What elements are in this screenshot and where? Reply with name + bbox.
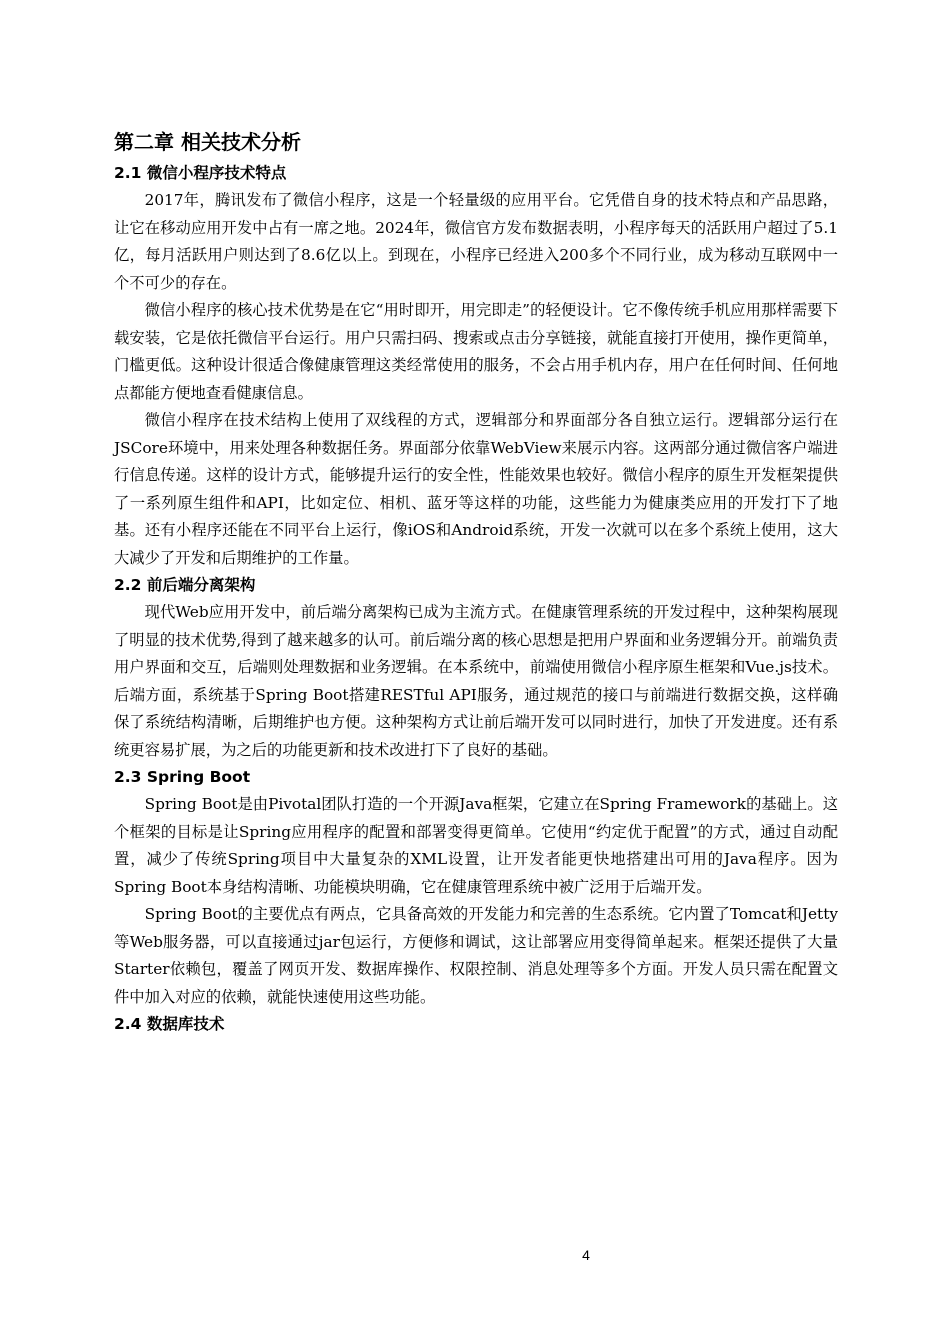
paragraph: 微信小程序在技术结构上使用了双线程的方式，逻辑部分和界面部分各自独立运行。逻辑部分运行在JSCore环境中，用来处理各种数据任务。界面部分依靠WebView来展示内容。这两部分通过微信客户端进行信息传递。这样的设计方式，能够提升运行的安全性，性能效果也较好。微信小程序的原生开发框架提供了一系列原生组件和API，比如定位、相机、蓝牙等这样的功能，这些能力为健康类应用的开发打下了地基。还有小程序还能在不同平台上运行，像iOS和Android系统，开发一次就可以在多个系统上使用，这大大减少了开发和后期维护的工作量。: [114, 411, 838, 567]
paragraph: Spring Boot是由Pivotal团队打造的一个开源Java框架，它建立在Spring Framework的基础上。这个框架的目标是让Spring应用程序的配置和部署变得更简单。它使用“约定优于配置”的方式，通过自动配置，减少了传统Spring项目中大量复杂的XML设置，让开发者能更快地搭建出可用的Java程序。因为Spring Boot本身结构清晰、功能模块明确，它在健康管理系统中被广泛用于后端开发。: [114, 795, 838, 896]
document-page: [114, 128, 838, 1038]
chapter-title: 第二章 相关技术分析: [114, 130, 301, 154]
page-number: 4: [582, 1247, 590, 1263]
section-title-2-2: 2.2 前后端分离架构: [114, 576, 256, 594]
paragraph: 现代Web应用开发中，前后端分离架构已成为主流方式。在健康管理系统的开发过程中，这种架构展现了明显的技术优势,得到了越来越多的认可。前后端分离的核心思想是把用户界面和业务逻辑分开。前端负责用户界面和交互，后端则处理数据和业务逻辑。在本系统中，前端使用微信小程序原生框架和Vue.js技术。后端方面，系统基于Spring Boot搭建RESTful API服务，通过规范的接口与前端进行数据交换，这样确保了系统结构清晰，后期维护也方便。这种架构方式让前后端开发可以同时进行，加快了开发进度。还有系统更容易扩展，为之后的功能更新和技术改进打下了良好的基础。: [114, 603, 838, 759]
section-title-2-3: 2.3 Spring Boot: [114, 768, 251, 786]
paragraph: 微信小程序的核心技术优势是在它“用时即开，用完即走”的轻便设计。它不像传统手机应用那样需要下载安装，它是依托微信平台运行。用户只需扫码、搜索或点击分享链接，就能直接打开使用，操作更简单，门槛更低。这种设计很适合像健康管理这类经常使用的服务，不会占用手机内存，用户在任何时间、任何地点都能方便地查看健康信息。: [114, 301, 838, 402]
section-title-2-1: 2.1 微信小程序技术特点: [114, 164, 287, 182]
paragraph: 2017年，腾讯发布了微信小程序，这是一个轻量级的应用平台。它凭借自身的技术特点和产品思路，让它在移动应用开发中占有一席之地。2024年，微信官方发布数据表明，小程序每天的活跃用户超过了5.1亿，每月活跃用户则达到了8.6亿以上。到现在，小程序已经进入200多个不同行业，成为移动互联网中一个不可少的存在。: [114, 191, 838, 292]
paragraph: Spring Boot的主要优点有两点，它具备高效的开发能力和完善的生态系统。它内置了Tomcat和Jetty等Web服务器，可以直接通过jar包运行，方便修和调试，这让部署应用变得简单起来。框架还提供了大量Starter依赖包，覆盖了网页开发、数据库操作、权限控制、消息处理等多个方面。开发人员只需在配置文件中加入对应的依赖，就能快速使用这些功能。: [114, 905, 838, 1006]
section-title-2-4: 2.4 数据库技术: [114, 1015, 225, 1033]
